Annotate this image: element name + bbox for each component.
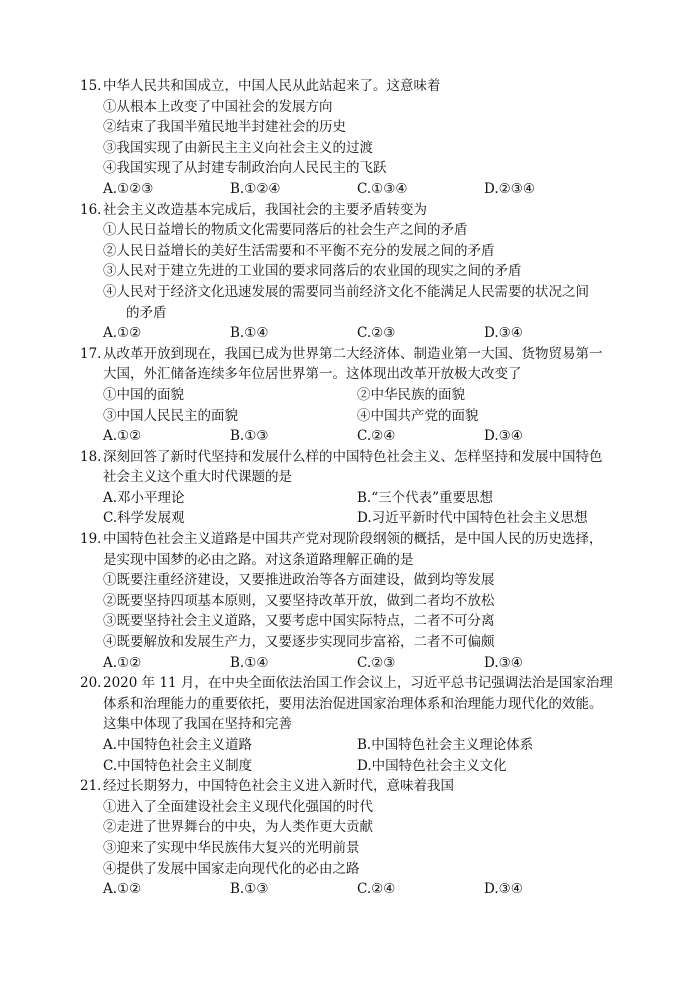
answer-choices [80, 879, 640, 900]
choice-c: C.①③④ [357, 180, 408, 197]
option-item-continued: 的矛盾 [126, 304, 167, 321]
choice-a: A.①② [103, 428, 142, 445]
question-stem [80, 76, 640, 97]
question-19 [80, 529, 640, 673]
choice-d: D.③④ [484, 428, 523, 445]
option-item: ③人民对于建立先进的工业国的要求同落后的农业国的现实之间的矛盾 [103, 263, 522, 280]
stem-text: 中华人民共和国成立，中国人民从此站起来了。这意味着 [103, 78, 441, 94]
question-17 [80, 344, 640, 447]
choice-b: B.中国特色社会主义理论体系 [357, 737, 534, 753]
choice-a: A.①② [103, 654, 142, 671]
answer-choices [80, 488, 640, 529]
choice-b: B.①④ [230, 654, 269, 671]
question-number: 21． [80, 778, 111, 795]
option-item: ③迎来了实现中华民族伟大复兴的光明前景 [103, 839, 360, 856]
option-item: ①既要注重经济建设，又要推进政治等各方面建设，做到均等发展 [103, 572, 495, 589]
choice-d: D.③④ [484, 881, 523, 898]
choice-b: B.①③ [230, 881, 269, 898]
stem-text: 经过长期努力，中国特色社会主义进入新时代，意味着我国 [103, 778, 454, 795]
question-stem [80, 447, 640, 468]
choice-c: C.科学发展观 [103, 510, 185, 527]
choice-d: D.③④ [484, 654, 523, 671]
stem-text-continued: 体系和治理能力的重要依托，要用法治促进国家治理体系和治理能力现代化的效能。 [103, 695, 603, 712]
choice-d: D.②③④ [484, 180, 535, 197]
answer-choices [80, 735, 640, 776]
choice-a: A.中国特色社会主义道路 [103, 737, 253, 753]
question-21 [80, 776, 640, 900]
choice-c: C.②③ [357, 325, 396, 342]
stem-text: 深刻回答了新时代坚持和发展什么样的中国特色社会主义、怎样坚持和发展中国特色 [103, 448, 603, 465]
stem-text-continued: 大国，外汇储备连续多年位居世界第一。这体现出改革开放极大改变了 [103, 366, 522, 383]
question-15 [80, 76, 640, 200]
question-number: 15． [80, 78, 111, 94]
option-item: ②结束了我国半殖民地半封建社会的历史 [103, 119, 346, 136]
answer-choices [80, 653, 640, 674]
choice-c: C.②④ [357, 881, 396, 898]
stem-text: 2020 年 11 月，在中央全面依法治国工作会议上，习近平总书记强调法治是国家治理 [103, 675, 613, 692]
question-18 [80, 447, 640, 529]
option-item: ④提供了发展中国家走向现代化的必由之路 [103, 860, 360, 877]
question-stem [80, 776, 640, 797]
question-stem [80, 200, 640, 221]
choice-b: B.①③ [230, 428, 269, 445]
question-list [80, 76, 640, 900]
choice-b: B.①②④ [230, 180, 281, 197]
question-16 [80, 200, 640, 344]
stem-text: 从改革开放到现在，我国已成为世界第二大经济体、制造业第一大国、货物贸易第一 [103, 345, 603, 362]
choice-b: B.“三个代表”重要思想 [357, 489, 494, 506]
option-item: ③中国人民民主的面貌 [103, 407, 238, 424]
question-stem [80, 673, 640, 694]
answer-choices [80, 323, 640, 344]
choice-c: C.②③ [357, 654, 396, 671]
question-number: 20． [80, 675, 111, 692]
option-item: ④人民对于经济文化迅速发展的需要同当前经济文化不能满足人民需要的状况之间 [103, 283, 589, 300]
option-item: ①人民日益增长的物质文化需要同落后的社会生产之间的矛盾 [103, 222, 468, 239]
option-item: ④我国实现了从封建专制政治向人民民主的飞跃 [103, 160, 387, 177]
choice-d: D.习近平新时代中国特色社会主义思想 [357, 510, 588, 527]
option-item: ④既要解放和发展生产力，又要逐步实现同步富裕，二者不可偏颇 [103, 634, 495, 651]
choice-a: A.①② [103, 881, 142, 898]
question-number: 17． [80, 345, 111, 362]
answer-choices [80, 179, 640, 200]
choice-b: B.①④ [230, 325, 269, 342]
question-stem [80, 344, 640, 365]
option-item: ③既要坚持社会主义道路，又要考虑中国实际特点，二者不可分离 [103, 613, 495, 630]
stem-text-continued: 是实现中国梦的必由之路。对这条道路理解正确的是 [103, 551, 414, 568]
stem-text: 中国特色社会主义道路是中国共产党对现阶段纲领的概括，是中国人民的历史选择， [103, 531, 603, 548]
option-item: ②走进了世界舞台的中央，为人类作更大贡献 [103, 819, 373, 836]
option-row [80, 406, 640, 427]
option-row [80, 385, 640, 406]
choice-c: C.②④ [357, 428, 396, 445]
stem-text-continued: 社会主义这个重大时代课题的是 [103, 469, 292, 486]
question-number: 16． [80, 201, 111, 218]
question-stem [80, 529, 640, 550]
option-item: ②既要坚持四项基本原则，又要坚持改革开放，做到二者均不放松 [103, 592, 495, 609]
stem-text-continued: 这集中体现了我国在坚持和完善 [103, 716, 292, 733]
option-item: ①中国的面貌 [103, 386, 184, 403]
answer-choices [80, 426, 640, 447]
option-item: ①从根本上改变了中国社会的发展方向 [103, 98, 333, 115]
choice-d: D.③④ [484, 325, 523, 342]
question-20 [80, 673, 640, 776]
stem-text: 社会主义改造基本完成后，我国社会的主要矛盾转变为 [103, 201, 427, 218]
option-item: ④中国共产党的面貌 [357, 407, 479, 424]
choice-d: D.中国特色社会主义文化 [357, 757, 507, 774]
choice-c: C.中国特色社会主义制度 [103, 757, 253, 774]
choice-a: A.①②③ [103, 180, 154, 197]
option-item: ①进入了全面建设社会主义现代化强国的时代 [103, 798, 373, 815]
choice-a: A.①② [103, 325, 142, 342]
option-item: ③我国实现了由新民主主义向社会主义的过渡 [103, 139, 373, 156]
option-item: ②人民日益增长的美好生活需要和不平衡不充分的发展之间的矛盾 [103, 242, 495, 259]
question-number: 19． [80, 531, 111, 548]
choice-a: A.邓小平理论 [103, 489, 185, 506]
option-item: ②中华民族的面貌 [357, 386, 465, 403]
question-number: 18． [80, 448, 111, 465]
